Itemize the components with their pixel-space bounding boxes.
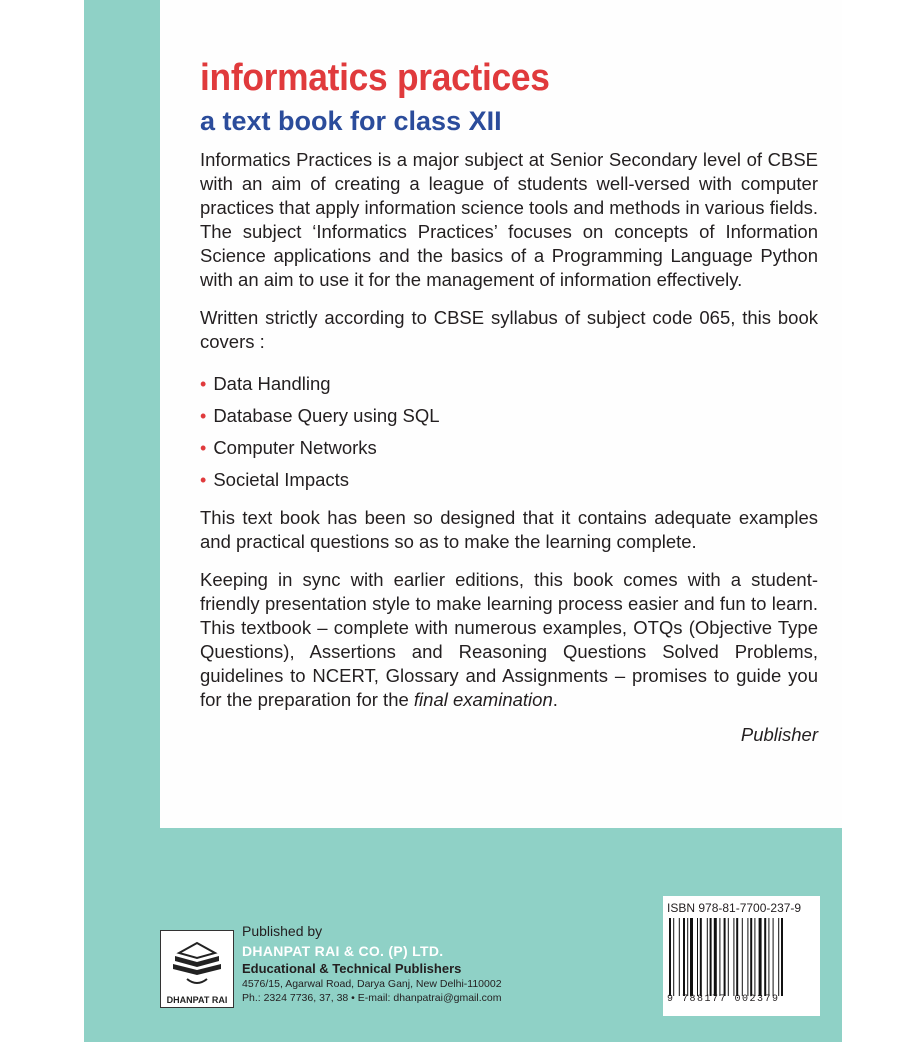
barcode-bar <box>724 918 726 996</box>
barcode-bar <box>669 918 671 996</box>
publisher-name: DHANPAT RAI & CO. (P) LTD. <box>242 943 444 959</box>
isbn-barcode-box <box>663 896 820 1016</box>
publisher-contact: Ph.: 2324 7736, 37, 38 • E-mail: dhanpatrai@gmail.com <box>242 992 502 1004</box>
publisher-signature: Publisher <box>740 724 818 745</box>
barcode-bar <box>728 918 729 996</box>
barcode-icon <box>667 918 816 996</box>
barcode-bar <box>747 918 748 996</box>
publisher-logo <box>160 930 234 1008</box>
bullet-icon: • <box>200 374 207 394</box>
closing-emphasis: final examination <box>413 689 553 710</box>
barcode-bar <box>710 918 712 996</box>
topic-label: Database Query using SQL <box>213 405 440 426</box>
barcode-bar <box>759 918 762 996</box>
barcode-bar <box>733 918 734 996</box>
publisher-info <box>242 922 502 1005</box>
publisher-tagline: Educational & Technical Publishers <box>242 961 462 976</box>
barcode-digits: 9 788177 002379 <box>667 994 780 1005</box>
barcode-bar <box>754 918 755 996</box>
back-cover-content <box>200 56 818 746</box>
list-item <box>200 468 818 492</box>
topic-label: Societal Impacts <box>213 469 350 490</box>
barcode-bar <box>736 918 738 996</box>
barcode-bar <box>683 918 685 996</box>
barcode-bar <box>690 918 693 996</box>
topic-label: Computer Networks <box>213 437 377 458</box>
barcode-bar <box>687 918 688 996</box>
barcode-bar <box>750 918 752 996</box>
closing-paragraph <box>200 568 818 712</box>
isbn-label: ISBN 978-81-7700-237-9 <box>667 901 802 915</box>
design-paragraph: This text book has been so designed that it contains adequate examples and practical questions so as to make the learning complete. <box>200 507 818 552</box>
publisher-address: 4576/15, Agarwal Road, Darya Ganj, New Delhi-110002 <box>242 978 502 990</box>
closing-text: Keeping in sync with earlier editions, this book comes with a student-friendly presentation style to make learning process easier and fun to learn. This textbook – complete with numerous examples, OTQs (Objective Type Questions), Assertions and Reasoning Questions Solved Problems, guidelines to NCERT, Glossary and Assignments – promises to guide you for the preparation for the <box>200 569 818 710</box>
closing-period: . <box>552 689 558 710</box>
list-item <box>200 404 818 428</box>
book-subtitle: a text book for class XII <box>200 106 502 136</box>
topic-label: Data Handling <box>213 373 331 394</box>
logo-text: DHANPAT RAI <box>166 995 228 1005</box>
syllabus-paragraph: Written strictly according to CBSE syllabus of subject code 065, this book covers : <box>200 307 818 352</box>
topic-list <box>200 372 818 492</box>
list-item <box>200 436 818 460</box>
barcode-bar <box>697 918 698 996</box>
bullet-icon: • <box>200 470 207 490</box>
intro-paragraph: Informatics Practices is a major subject at Senior Secondary level of CBSE with an aim of creating a league of students well-versed with computer practices that apply information science tools and methods in various fields. The subject ‘Informatics Practices’ focuses on concepts of Information Science applications and the basics of a Programming Language Python with an aim to use it for the management of information effectively. <box>200 149 819 290</box>
published-by-label: Published by <box>242 923 323 939</box>
barcode-bar <box>764 918 766 996</box>
bullet-icon: • <box>200 438 207 458</box>
barcode-bar <box>778 918 779 996</box>
barcode-bar <box>673 918 674 996</box>
barcode-bar <box>679 918 680 996</box>
barcode-bar <box>700 918 702 996</box>
book-stack-icon <box>161 931 233 991</box>
barcode-bar <box>707 918 708 996</box>
book-title: informatics practices <box>200 57 550 99</box>
barcode-bar <box>742 918 743 996</box>
barcode-bar <box>781 918 783 996</box>
barcode-bar <box>768 918 769 996</box>
barcode-bar <box>719 918 720 996</box>
barcode-bar <box>714 918 717 996</box>
bullet-icon: • <box>200 406 207 426</box>
list-item <box>200 372 818 396</box>
barcode-bar <box>773 918 774 996</box>
